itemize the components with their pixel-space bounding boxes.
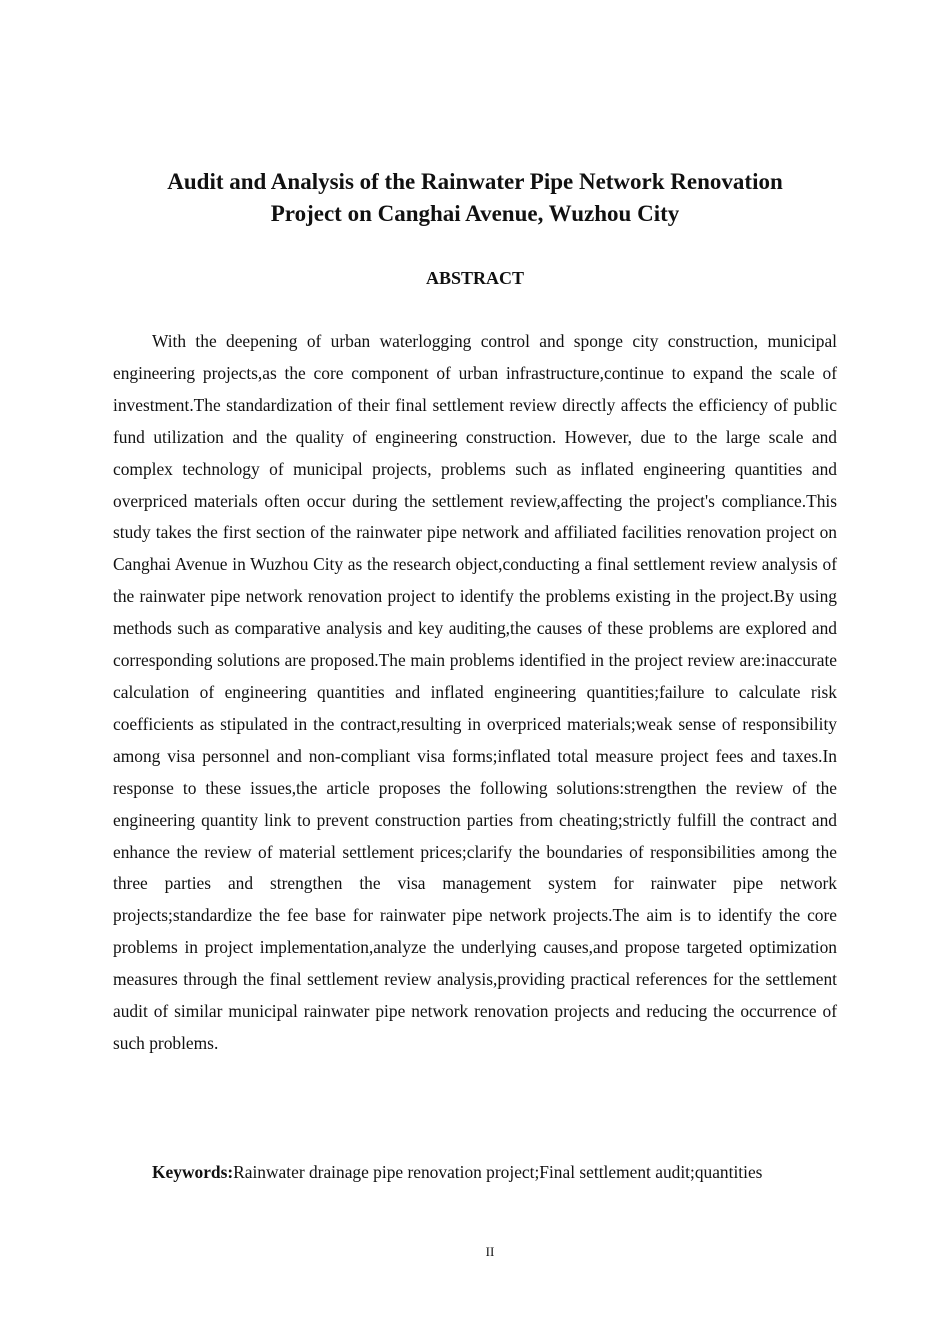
title-line-2: Project on Canghai Avenue, Wuzhou City <box>270 201 680 226</box>
keywords-label: Keywords: <box>152 1162 234 1182</box>
title-line-1: Audit and Analysis of the Rainwater Pipe Network Renovation <box>167 169 783 194</box>
page-title <box>110 166 840 230</box>
page-number: II <box>485 1244 495 1259</box>
keywords-line <box>113 1157 837 1188</box>
abstract-body: With the deepening of urban waterlogging control and sponge city construction, municipal engineering projects,as the core component of urban infrastructure,continue to expand the scale of investment.The standardization of their final settlement review directly affects the efficiency of public fund utilization and the quality of engineering construction. However, due to the large scale and complex technology of municipal projects, problems such as inflated engineering quantities and overpriced materials often occur during the settlement review,affecting the project's compliance.This study takes the first section of the rainwater pipe network and affiliated facilities renovation project on Canghai Avenue in Wuzhou City as the research object,conducting a final settlement review analysis of the rainwater pipe network renovation project to identify the problems existing in the project.By using methods such as comparative analysis and key auditing,the causes of these problems are explored and corresponding solutions are proposed.The main problems identified in the project review are:inaccurate calculation of engineering quantities and inflated engineering quantities;failure to calculate risk coefficients as stipulated in the contract,resulting in overpriced materials;weak sense of responsibility among visa personnel and non-compliant visa forms;inflated total measure project fees and taxes.In response to these issues,the article proposes the following solutions:strengthen the review of the engineering quantity link to prevent construction parties from cheating;strictly fulfill the contract and enhance the review of material settlement prices;clarify the boundaries of responsibilities among the three parties and strengthen the visa management system for rainwater pipe network projects;standardize the fee base for rainwater pipe network projects.The aim is to identify the core problems in project implementation,analyze the underlying causes,and propose targeted optimization measures through the final settlement review analysis,providing practical references for the settlement audit of similar municipal rainwater pipe network renovation projects and reducing the occurrence of such problems. <box>113 331 837 1053</box>
keywords-text: Rainwater drainage pipe renovation project;Final settlement audit;quantities <box>233 1162 763 1182</box>
abstract-heading: ABSTRACT <box>425 268 525 288</box>
